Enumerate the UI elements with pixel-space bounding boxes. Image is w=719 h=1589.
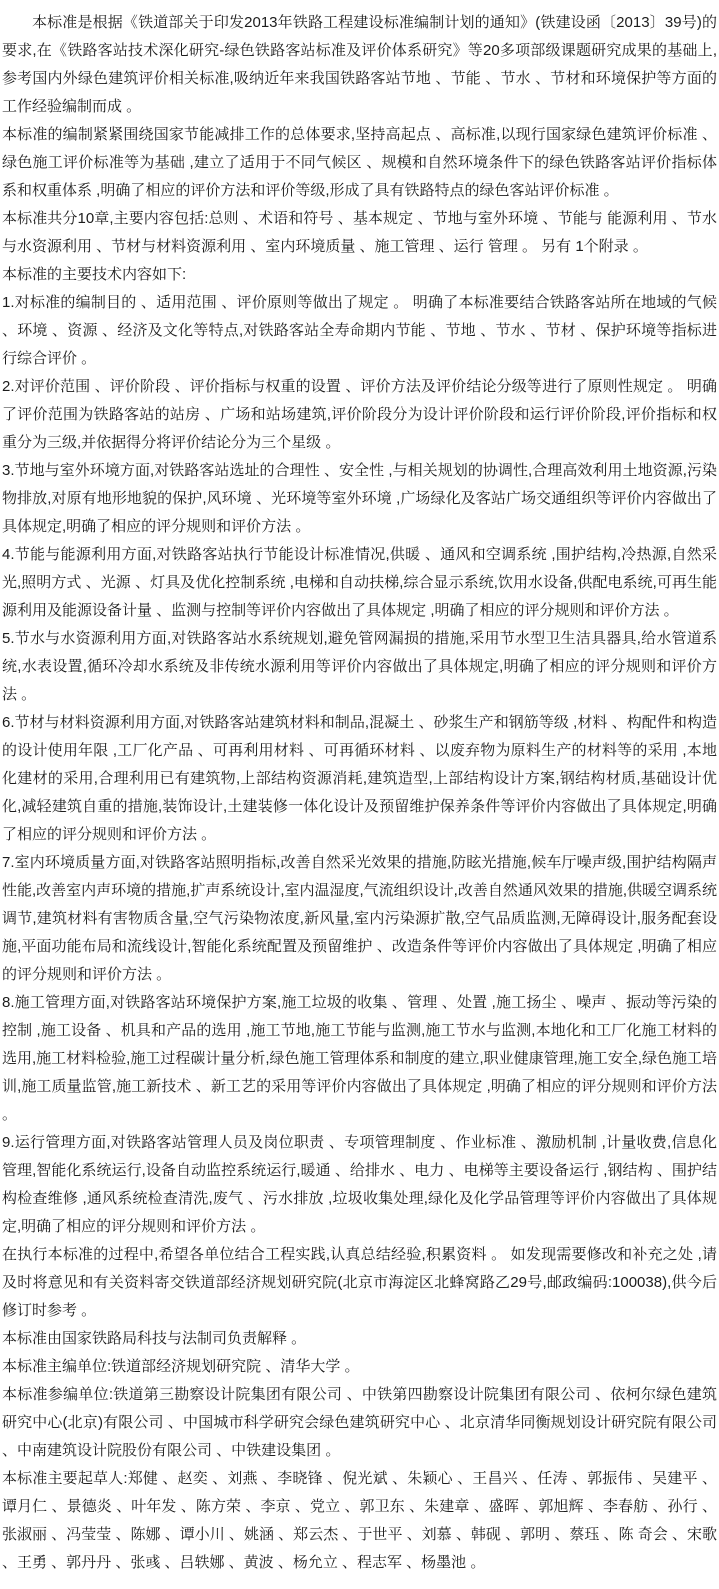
paragraph: 6.节材与材料资源利用方面,对铁路客站建筑材料和制品,混凝土 、砂浆生产和钢筋等级 ,材料 、构配件和构造的设计使用年限 ,工厂化产品 、可再利用材料 、可再循环材料 、以废弃物为原料生产的材料等的采用 ,本地化建材的采用,合理利用已有建筑物,上部结构资源消耗,建筑造型,上部结构设计方案,钢结构材质,基础设计优化,减轻建筑自重的措施,装饰设计,土建装修一体化设计及预留维护保养条件等评价内容做出了具体规定,明确了相应的评分规则和评价方法 。: [2, 714, 717, 843]
paragraph: 本标准的主要技术内容如下:: [2, 266, 187, 283]
paragraph: 本标准参编单位:铁道第三勘察设计院集团有限公司 、中铁第四勘察设计院集团有限公司 、依柯尔绿色建筑研究中心(北京)有限公司 、中国城市科学研究会绿色建筑研究中心 、北京清华同衡规划设计研究院有限公司 、中南建筑设计院股份有限公司 、中铁建设集团 。: [2, 1386, 717, 1459]
paragraph: 本标准主要起草人:郑健 、赵奕 、刘燕 、李晓锋 、倪光斌 、朱颖心 、王昌兴 、任涛 、郭振伟 、吴建平 、谭月仁 、景德炎 、叶年发 、陈方荣 、李京 、党立 、郭卫东 、朱建章 、盛晖 、郭旭辉 、李春舫 、孙行 、张淑丽 、冯莹莹 、陈娜 、谭小川 、姚涵 、郑云杰 、于世平 、刘慕 、韩砚 、郭明 、蔡珏 、陈 奇会 、宋歌 、王勇 、郭丹丹 、张彧 、吕轶娜 、黄波 、杨允立 、程志军 、杨墨池 。: [2, 1470, 717, 1571]
paragraph: 9.运行管理方面,对铁路客站管理人员及岗位职责 、专项管理制度 、作业标准 、激励机制 ,计量收费,信息化管理,智能化系统运行,设备自动监控系统运行,暖通 、给排水 、电力 、电梯等主要设备运行 ,钢结构 、围护结构检查维修 ,通风系统检查清洗,废气 、污水排放 ,垃圾收集处理,绿化及化学品管理等评价内容做出了具体规定,明确了相应的评分规则和评价方法 。: [2, 1134, 717, 1235]
paragraph: 2.对评价范围 、评价阶段 、评价指标与权重的设置 、评价方法及评价结论分级等进行了原则性规定 。 明确了评价范围为铁路客站的站房 、广场和站场建筑,评价阶段分为设计评价阶段和运行评价阶段,评价指标和权重分为三级,并依据得分将评价结论分为三个星级 。: [2, 378, 717, 451]
paragraph: 8.施工管理方面,对铁路客站环境保护方案,施工垃圾的收集 、管理 、处置 ,施工扬尘 、噪声 、振动等污染的控制 ,施工设备 、机具和产品的选用 ,施工节地,施工节能与监测,施工节水与监测,本地化和工厂化施工材料的选用,施工材料检验,施工过程碳计量分析,绿色施工管理体系和制度的建立,职业健康管理,施工安全,绿色施工培训,施工质量监管,施工新技术 、新工艺的采用等评价内容做出了具体规定 ,明确了相应的评分规则和评价方法 。: [2, 994, 718, 1123]
paragraph: 3.节地与室外环境方面,对铁路客站选址的合理性 、安全性 ,与相关规划的协调性,合理高效利用土地资源,污染物排放,对原有地形地貌的保护,风环境 、光环境等室外环境 ,广场绿化及客站广场交通组织等评价内容做出了具体规定,明确了相应的评分规则和评价方法 。: [2, 462, 717, 535]
paragraph: 5.节水与水资源利用方面,对铁路客站水系统规划,避免管网漏损的措施,采用节水型卫生洁具器具,给水管道系统,水表设置,循环冷却水系统及非传统水源利用等评价内容做出了具体规定,明确了相应的评分规则和评价方法 。: [2, 630, 717, 703]
paragraph: 本标准共分10章,主要内容包括:总则 、术语和符号 、基本规定 、节地与室外环境 、节能与 能源利用 、节水与水资源利用 、节材与材料资源利用 、室内环境质量 、施工管理 、运行 管理 。 另有 1个附录 。: [2, 210, 717, 255]
paragraph: 本标准主编单位:铁道部经济规划研究院 、清华大学 。: [2, 1358, 360, 1375]
paragraph: 7.室内环境质量方面,对铁路客站照明指标,改善自然采光效果的措施,防眩光措施,候车厅噪声级,围护结构隔声性能,改善室内声环境的措施,扩声系统设计,室内温湿度,气流组织设计,改善自然通风效果的措施,供暖空调系统调节,建筑材料有害物质含量,空气污染物浓度,新风量,室内污染源扩散,空气品质监测,无障碍设计,服务配套设施,平面功能布局和流线设计,智能化系统配置及预留维护 、改造条件等评价内容做出了具体规定 ,明确了相应的评分规则和评价方法 。: [2, 854, 718, 983]
paragraph: 在执行本标准的过程中,希望各单位结合工程实践,认真总结经验,积累资料 。 如发现需要修改和补充之处 ,请及时将意见和有关资料寄交铁道部经济规划研究院(北京市海淀区北蜂窝路乙29号,邮政编码:100038),供今后修订时参考 。: [2, 1246, 717, 1319]
paragraph: 1.对标准的编制目的 、适用范围 、评价原则等做出了规定 。 明确了本标准要结合铁路客站所在地域的气候 、环境 、资源 、经济及文化等特点,对铁路客站全寿命期内节能 、节地 、节水 、节材 、保护环境等指标进行综合评价 。: [2, 294, 717, 367]
paragraph: 本标准的编制紧紧围绕国家节能减排工作的总体要求,坚持高起点 、高标准,以现行国家绿色建筑评价标准 、绿色施工评价标准等为基础 ,建立了适用于不同气候区 、规模和自然环境条件下的绿色铁路客站评价指标体系和权重体系 ,明确了相应的评价方法和评价等级,形成了具有铁路特点的绿色客站评价标准 。: [2, 126, 717, 199]
document-body: [2, 9, 717, 1577]
paragraph: 本标准由国家铁路局科技与法制司负责解释 。: [2, 1330, 307, 1347]
paragraph: 本标准是根据《铁道部关于印发2013年铁路工程建设标准编制计划的通知》(铁建设函〔2013〕39号)的要求,在《铁路客站技术深化研究-绿色铁路客站标准及评价体系研究》等20多项部级课题研究成果的基础上,参考国内外绿色建筑评价相关标准,吸纳近年来我国铁路客站节地 、节能 、节水 、节材和环境保护等方面的工作经验编制而成 。: [2, 14, 717, 115]
paragraph: 4.节能与能源利用方面,对铁路客站执行节能设计标准情况,供暖 、通风和空调系统 ,围护结构,冷热源,自然采光,照明方式 、光源 、灯具及优化控制系统 ,电梯和自动扶梯,综合显示系统,饮用水设备,供配电系统,可再生能源利用及能源设备计量 、监测与控制等评价内容做出了具体规定 ,明确了相应的评分规则和评价方法 。: [2, 546, 717, 619]
